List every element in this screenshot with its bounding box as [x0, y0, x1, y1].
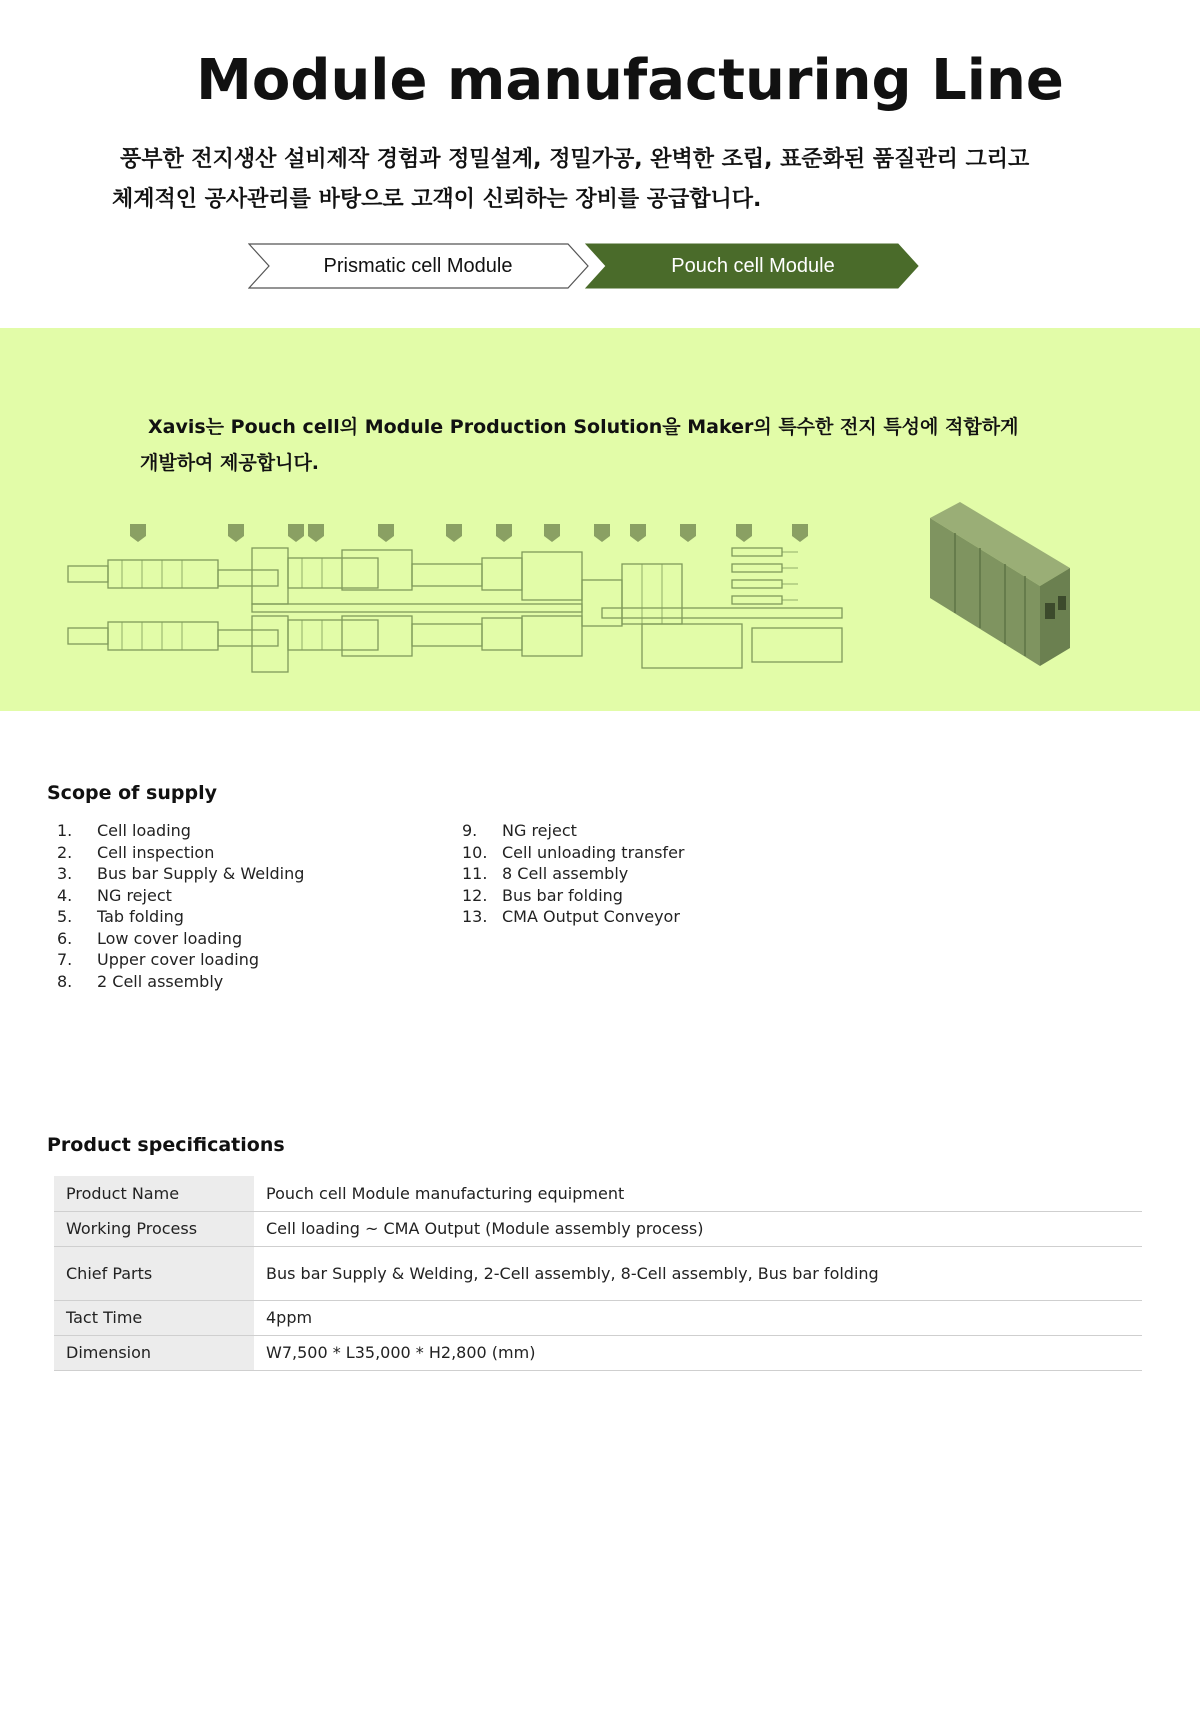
- list-text: Upper cover loading: [97, 950, 260, 969]
- list-item: [57, 820, 304, 842]
- list-text: NG reject: [502, 821, 577, 840]
- spec-key: Tact Time: [54, 1300, 254, 1335]
- list-item: [57, 906, 304, 928]
- list-number: 8.: [57, 971, 73, 991]
- list-number: 13.: [462, 907, 488, 926]
- spec-value: Bus bar Supply & Welding, 2-Cell assembly, 8-Cell assembly, Bus bar folding: [254, 1246, 1142, 1300]
- list-number: 9.: [462, 821, 478, 840]
- band-line-1: Xavis는 Pouch cell의 Module Production Solution을 Maker의 특수한 전지 특성에 적합하게: [148, 416, 1019, 438]
- table-row: [54, 1300, 1142, 1335]
- scope-heading: Scope of supply: [47, 782, 217, 804]
- list-item: [57, 885, 304, 907]
- list-number: 4.: [57, 885, 73, 905]
- list-text: Bus bar Supply & Welding: [97, 864, 305, 883]
- page-title: Module manufacturing Line: [196, 48, 1064, 113]
- list-number: 12.: [462, 885, 488, 905]
- list-item: [462, 906, 684, 928]
- spec-value: Pouch cell Module manufacturing equipment: [254, 1176, 1142, 1211]
- pouch-module-image: [920, 498, 1080, 673]
- table-row: [54, 1211, 1142, 1246]
- line-layout-diagram: [62, 520, 852, 675]
- list-item: [462, 842, 684, 864]
- list-text: Cell unloading transfer: [502, 842, 685, 862]
- table-row: [54, 1246, 1142, 1300]
- list-item: [57, 863, 304, 885]
- band-line-2: 개발하여 제공합니다.: [140, 452, 320, 474]
- list-text: 2 Cell assembly: [97, 971, 224, 991]
- band-text: [140, 409, 1048, 481]
- spec-key: Product Name: [54, 1176, 254, 1211]
- list-item: [57, 971, 304, 993]
- list-item: [57, 949, 304, 971]
- tab-prismatic-cell-module[interactable]: Prismatic cell Module: [323, 255, 513, 277]
- list-number: 7.: [57, 950, 73, 969]
- list-text: NG reject: [97, 885, 172, 905]
- list-number: 5.: [57, 907, 73, 926]
- list-item: [462, 820, 684, 842]
- list-number: 6.: [57, 928, 73, 948]
- table-row: [54, 1335, 1142, 1370]
- scope-list-col1: [57, 820, 304, 992]
- tab-pouch-cell-module[interactable]: Pouch cell Module: [671, 255, 835, 277]
- intro-line-1: 풍부한 전지생산 설비제작 경험과 정밀설계, 정밀가공, 완벽한 조립, 표준화된 품질관리 그리고: [120, 147, 1030, 172]
- list-item: [462, 885, 684, 907]
- table-row: [54, 1176, 1142, 1211]
- list-text: Cell loading: [97, 821, 191, 840]
- scope-list-col2: [462, 820, 684, 928]
- spec-table: [54, 1176, 1142, 1371]
- list-text: Bus bar folding: [502, 885, 623, 905]
- list-number: 10.: [462, 842, 488, 862]
- spec-key: Dimension: [54, 1335, 254, 1370]
- list-text: CMA Output Conveyor: [502, 907, 680, 926]
- list-item: [57, 842, 304, 864]
- list-text: 8 Cell assembly: [502, 864, 629, 883]
- list-item: [57, 928, 304, 950]
- spec-key: Chief Parts: [54, 1246, 254, 1300]
- spec-value: 4ppm: [254, 1300, 1142, 1335]
- intro-line-2: 체계적인 공사관리를 바탕으로 고객이 신뢰하는 장비를 공급합니다.: [112, 187, 762, 212]
- list-number: 2.: [57, 842, 73, 862]
- station-markers: [130, 524, 808, 542]
- spec-value: W7,500 * L35,000 * H2,800 (mm): [254, 1335, 1142, 1370]
- list-number: 1.: [57, 821, 73, 840]
- list-number: 11.: [462, 864, 488, 883]
- spec-value: Cell loading ~ CMA Output (Module assembly process): [254, 1211, 1142, 1246]
- list-text: Cell inspection: [97, 842, 215, 862]
- list-number: 3.: [57, 864, 73, 883]
- list-item: [462, 863, 684, 885]
- list-text: Low cover loading: [97, 928, 243, 948]
- list-text: Tab folding: [97, 907, 184, 926]
- spec-key: Working Process: [54, 1211, 254, 1246]
- module-tabs: [248, 243, 918, 289]
- specs-heading: Product specifications: [47, 1134, 285, 1156]
- intro-text: [112, 140, 1120, 220]
